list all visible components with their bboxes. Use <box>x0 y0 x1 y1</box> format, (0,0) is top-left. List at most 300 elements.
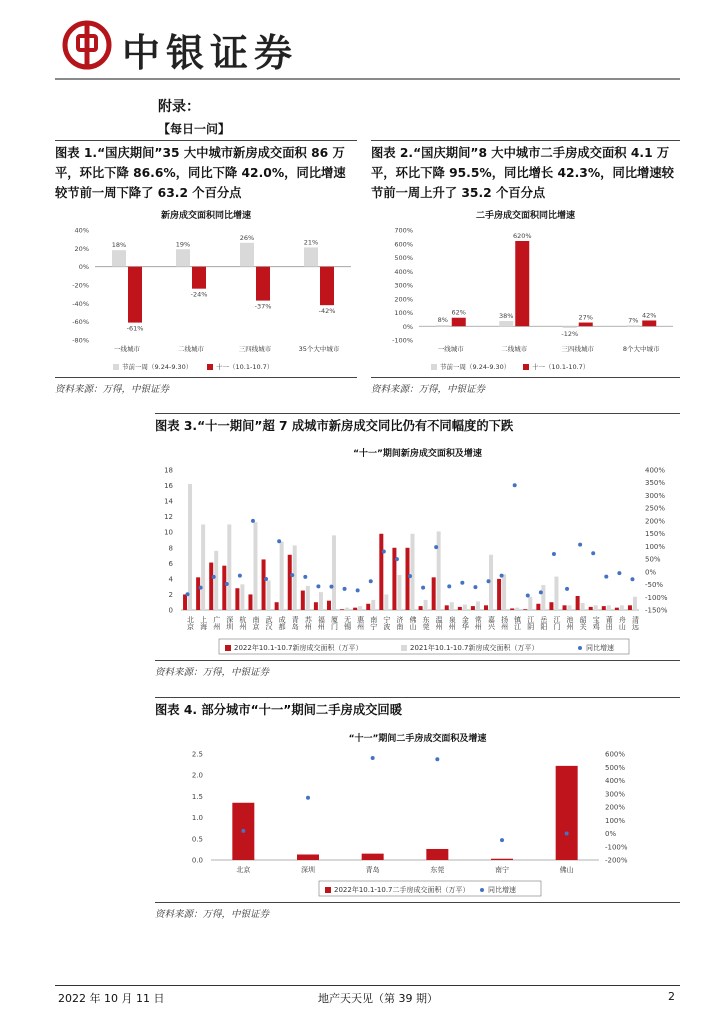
bar <box>183 594 187 610</box>
right-y-tick-label: 0% <box>605 830 617 838</box>
figure-2-chart-title: 二手房成交面积同比增速 <box>475 211 575 221</box>
bar <box>471 606 475 610</box>
left-y-tick-label: 8 <box>168 544 173 553</box>
left-y-tick-label: 18 <box>164 466 173 475</box>
legend-label: 2022年10.1-10.7新房成交面积（万平） <box>234 644 363 652</box>
growth-rate-dot <box>630 577 634 581</box>
growth-rate-dot <box>199 586 203 590</box>
figure-4-title: 图表 4. 部分城市“十一”期间二手房成交回暖 <box>155 703 403 717</box>
bank-logo-icon <box>62 20 112 70</box>
bar <box>371 600 375 610</box>
growth-rate-dot <box>500 838 504 842</box>
bar <box>112 250 126 266</box>
bar <box>642 320 656 326</box>
bar <box>607 605 611 610</box>
y-tick-label: -80% <box>72 336 89 345</box>
bar <box>581 603 585 610</box>
right-y-tick-label: 400% <box>605 777 626 785</box>
right-y-tick-label: 100% <box>645 542 666 551</box>
right-y-tick-label: 600% <box>605 750 626 759</box>
right-y-tick-label: 200% <box>605 803 626 812</box>
bar <box>419 606 423 610</box>
right-y-tick-label: 300% <box>645 491 666 500</box>
bar <box>502 574 506 610</box>
bar <box>437 531 441 610</box>
bar <box>345 608 349 610</box>
data-label: 8% <box>437 316 448 325</box>
bar <box>314 602 318 610</box>
bar <box>432 577 436 610</box>
daily-question-label: 【每日一问】 <box>158 122 231 136</box>
bar <box>327 601 331 610</box>
growth-rate-dot <box>382 549 386 553</box>
bar <box>541 585 545 610</box>
legend-swatch <box>578 646 582 650</box>
data-label: -12% <box>561 329 579 338</box>
bar <box>576 596 580 610</box>
bar <box>563 605 567 610</box>
bar <box>288 555 292 610</box>
category-label: 二线城市 <box>501 345 528 353</box>
growth-rate-dot <box>617 571 621 575</box>
category-label: 福州 <box>317 616 326 630</box>
category-label: 8个大中城市 <box>622 345 660 353</box>
growth-rate-dot <box>552 552 556 556</box>
figure-divider <box>371 377 680 378</box>
data-label: 21% <box>303 238 319 247</box>
y-tick-label: 40% <box>74 226 89 235</box>
bar <box>497 579 501 610</box>
bar <box>353 608 357 610</box>
right-y-tick-label: 350% <box>645 479 666 488</box>
growth-rate-dot <box>356 588 360 592</box>
left-y-tick-label: 14 <box>164 497 173 506</box>
category-label: 宝鸡 <box>592 616 601 630</box>
category-label: 佛山 <box>409 616 417 630</box>
legend-swatch <box>207 364 213 370</box>
bar <box>240 584 244 610</box>
figure-divider <box>371 140 680 141</box>
left-y-tick-label: 2.0 <box>191 771 203 780</box>
page-number: 2 <box>668 990 675 1003</box>
y-tick-label: 200% <box>394 295 413 304</box>
category-label: 镇江 <box>513 616 522 630</box>
growth-rate-dot <box>306 796 310 800</box>
category-label: 青岛 <box>365 866 380 874</box>
growth-rate-dot <box>241 829 245 833</box>
category-label: 武汉 <box>265 616 274 630</box>
figure-2-title: 图表 2.“国庆期间”8 大中城市二手房成交面积 4.1 万平，环比下降 95.5%，同比增长 42.3%，同比增速较节前一周上升了 35.2 个百分点 <box>371 146 674 200</box>
y-tick-label: -20% <box>72 281 89 290</box>
y-tick-label: -60% <box>72 318 89 327</box>
category-label: 厦门 <box>330 616 339 630</box>
growth-rate-dot <box>343 587 347 591</box>
legend-label: 十一（10.1-10.7） <box>216 363 274 371</box>
category-label: 一线城市 <box>114 345 140 353</box>
left-y-tick-label: 2 <box>168 590 173 599</box>
category-label: 泉州 <box>448 616 457 630</box>
left-y-tick-label: 10 <box>164 528 173 537</box>
figure-divider <box>55 377 357 378</box>
category-label: 济南 <box>395 616 404 630</box>
legend-label: 节前一周（9.24-9.30） <box>122 363 193 371</box>
data-label: 620% <box>512 232 532 240</box>
category-label: 北京 <box>186 616 195 630</box>
growth-rate-dot <box>421 586 425 590</box>
y-tick-label: -40% <box>72 299 89 308</box>
right-y-tick-label: -100% <box>605 843 628 852</box>
category-label: 江门 <box>552 616 561 630</box>
bar <box>192 267 206 289</box>
right-y-tick-label: 400% <box>645 466 666 475</box>
category-label: 岳阳 <box>539 616 548 630</box>
bar <box>484 605 488 610</box>
bar <box>176 249 190 266</box>
category-label: 韶关 <box>579 616 588 630</box>
bar <box>235 588 239 610</box>
legend-swatch <box>113 364 119 370</box>
right-y-tick-label: -150% <box>645 606 668 615</box>
category-label: 深圳 <box>225 616 234 630</box>
footer-divider <box>55 985 680 986</box>
bar <box>392 548 396 610</box>
bar <box>549 602 553 610</box>
left-y-tick-label: 0.0 <box>191 856 203 865</box>
figure-4-source: 资料来源：万得，中银证券 <box>155 909 270 920</box>
y-tick-label: 100% <box>394 309 413 317</box>
bar <box>615 608 619 610</box>
bar <box>510 608 514 610</box>
category-label: 池州 <box>566 616 575 630</box>
figure-3-chart <box>155 460 680 660</box>
growth-rate-dot <box>565 832 569 836</box>
bar <box>411 534 415 610</box>
category-label: 宁波 <box>382 616 391 630</box>
category-label: 35个大中城市 <box>298 345 340 353</box>
category-label: 一线城市 <box>437 345 464 353</box>
bar <box>602 606 606 610</box>
growth-rate-dot <box>604 575 608 579</box>
bar <box>594 605 598 610</box>
y-tick-label: -100% <box>392 336 413 345</box>
category-label: 苏州 <box>304 616 313 630</box>
data-label: 62% <box>451 308 466 317</box>
bar <box>222 566 226 610</box>
category-label: 无锡 <box>343 616 352 630</box>
bar <box>424 600 428 610</box>
y-tick-label: 0% <box>402 322 413 331</box>
bar <box>366 604 370 610</box>
category-label: 莆田 <box>605 616 614 630</box>
company-name: 中银证券 <box>122 30 299 75</box>
figure-4-chart <box>155 744 680 900</box>
bar <box>214 551 218 610</box>
bar <box>201 524 205 610</box>
bar <box>556 766 578 860</box>
y-tick-label: 300% <box>394 281 413 290</box>
data-label: 18% <box>111 241 127 250</box>
category-label: 北京 <box>236 866 251 874</box>
bar <box>536 604 540 610</box>
left-y-tick-label: 0.5 <box>191 835 203 844</box>
growth-rate-dot <box>435 757 439 761</box>
right-y-tick-label: 50% <box>645 555 661 564</box>
bar <box>397 575 401 610</box>
category-label: 深圳 <box>301 866 315 874</box>
category-label: 南京 <box>251 616 260 630</box>
growth-rate-dot <box>329 585 333 589</box>
legend-label: 十一（10.1-10.7） <box>532 363 590 371</box>
data-label: 38% <box>499 312 514 321</box>
footer-title: 地产天天见（第 39 期） <box>318 992 438 1005</box>
figure-1-source: 资料来源：万得，中银证券 <box>55 384 170 395</box>
growth-rate-dot <box>487 579 491 583</box>
bar <box>306 586 310 610</box>
bar <box>563 326 577 328</box>
left-y-tick-label: 6 <box>168 559 173 568</box>
category-label: 青岛 <box>291 616 300 630</box>
bar <box>568 605 572 610</box>
figure-3-source: 资料来源：万得，中银证券 <box>155 667 270 678</box>
category-label: 扬州 <box>500 616 509 630</box>
data-label: 19% <box>175 240 191 249</box>
legend-label: 节前一周（9.24-9.30） <box>440 363 511 371</box>
y-tick-label: 600% <box>394 240 413 249</box>
growth-rate-dot <box>369 579 373 583</box>
right-y-tick-label: 150% <box>645 530 666 539</box>
figure-4-chart-title: “十一”期间二手房成交面积及增速 <box>348 734 487 744</box>
growth-rate-dot <box>303 575 307 579</box>
bar <box>379 534 383 610</box>
figure-1-chart-title: 新房成交面积同比增速 <box>160 211 251 221</box>
data-label: 42% <box>642 311 657 320</box>
bar <box>358 606 362 610</box>
data-label: 7% <box>628 316 639 325</box>
bar <box>528 597 532 610</box>
category-label: 南宁 <box>369 616 378 630</box>
bar <box>267 580 271 610</box>
figure-divider <box>55 140 357 141</box>
growth-rate-dot <box>238 574 242 578</box>
data-label: -42% <box>318 307 336 316</box>
bar <box>256 267 270 301</box>
bar <box>297 854 319 860</box>
figure-divider <box>155 902 680 903</box>
growth-rate-dot <box>277 539 281 543</box>
legend-swatch <box>225 645 231 651</box>
growth-rate-dot <box>460 581 464 585</box>
category-label: 嘉兴 <box>487 616 496 630</box>
bar <box>188 484 192 610</box>
growth-rate-dot <box>290 573 294 577</box>
bar <box>589 607 593 610</box>
data-label: 26% <box>239 233 255 242</box>
figure-1-title: 图表 1.“国庆期间”35 大中城市新房成交面积 86 万平，环比下降 86.6%，同比下降 42.0%，同比增速较节前一周下降了 63.2 个百分点 <box>55 146 346 200</box>
category-label: 东莞 <box>422 616 431 630</box>
data-label: -24% <box>190 290 208 299</box>
header-divider <box>55 78 680 80</box>
bar <box>554 577 558 610</box>
category-label: 金华 <box>461 616 470 630</box>
growth-rate-dot <box>578 543 582 547</box>
growth-rate-dot <box>225 582 229 586</box>
figure-2-chart <box>371 218 680 373</box>
data-label: -61% <box>126 324 144 333</box>
category-label: 佛山 <box>559 866 574 874</box>
legend-label: 同比增速 <box>586 644 614 652</box>
left-y-tick-label: 12 <box>164 513 173 522</box>
y-tick-label: 500% <box>394 254 413 262</box>
bar <box>332 535 336 610</box>
category-label: 江阴 <box>526 616 535 630</box>
bar <box>240 243 254 267</box>
category-label: 舟山 <box>618 616 627 630</box>
bar <box>196 577 200 610</box>
bar <box>476 601 480 610</box>
data-label: 27% <box>578 313 593 322</box>
growth-rate-dot <box>434 545 438 549</box>
category-label: 三四线城市 <box>238 345 272 353</box>
bar <box>275 602 279 610</box>
growth-rate-dot <box>316 584 320 588</box>
bar <box>248 594 252 610</box>
bar <box>452 318 466 327</box>
bar <box>579 323 593 327</box>
bar <box>304 247 318 266</box>
right-y-tick-label: -200% <box>605 856 628 865</box>
bar <box>253 522 257 610</box>
left-y-tick-label: 1.5 <box>191 792 203 801</box>
left-y-tick-label: 0 <box>168 606 173 615</box>
growth-rate-dot <box>251 519 255 523</box>
figure-divider <box>155 697 680 698</box>
bar <box>319 592 323 610</box>
bar <box>320 267 334 306</box>
category-label: 南宁 <box>495 866 509 874</box>
bar <box>209 563 213 610</box>
right-y-tick-label: -100% <box>645 593 668 602</box>
bar <box>301 591 305 610</box>
y-tick-label: 700% <box>394 226 413 235</box>
bar <box>445 605 449 610</box>
growth-rate-dot <box>526 593 530 597</box>
left-y-tick-label: 4 <box>168 575 173 584</box>
bar <box>384 594 388 610</box>
category-label: 成都 <box>278 616 287 630</box>
legend-label: 2021年10.1-10.7新房成交面积（万平） <box>410 644 539 652</box>
bar <box>340 609 344 610</box>
legend-swatch <box>523 364 529 370</box>
category-label: 杭州 <box>238 616 247 630</box>
growth-rate-dot <box>565 587 569 591</box>
appendix-heading: 附录： <box>158 99 200 115</box>
bar <box>280 542 284 610</box>
bar <box>128 267 142 323</box>
bar <box>620 605 624 610</box>
category-label: 惠州 <box>356 616 365 630</box>
bar <box>450 602 454 610</box>
right-y-tick-label: 500% <box>605 763 626 772</box>
growth-rate-dot <box>212 575 216 579</box>
growth-rate-dot <box>473 585 477 589</box>
y-tick-label: 20% <box>74 244 89 253</box>
bar <box>491 859 513 860</box>
right-y-tick-label: -50% <box>645 581 664 590</box>
bar <box>626 325 640 326</box>
bar <box>227 524 231 610</box>
bar <box>633 597 637 610</box>
growth-rate-dot <box>395 557 399 561</box>
legend-swatch <box>401 645 407 651</box>
category-label: 三四线城市 <box>561 345 594 353</box>
category-label: 东莞 <box>430 866 445 874</box>
bar <box>458 607 462 610</box>
left-y-tick-label: 1.0 <box>191 814 203 823</box>
bar <box>515 608 519 610</box>
right-y-tick-label: 200% <box>645 517 666 526</box>
right-y-tick-label: 0% <box>645 568 657 577</box>
growth-rate-dot <box>186 592 190 596</box>
bar <box>426 849 448 860</box>
bar <box>628 605 632 610</box>
bar <box>463 605 467 610</box>
growth-rate-dot <box>500 574 504 578</box>
category-label: 温州 <box>435 616 444 630</box>
figure-divider <box>155 413 680 414</box>
left-y-tick-label: 2.5 <box>191 750 203 759</box>
category-label: 清远 <box>631 616 640 630</box>
figure-3-chart-title: “十一”期间新房成交面积及增速 <box>353 449 482 459</box>
figure-3-title: 图表 3.“十一期间”超 7 成城市新房成交同比仍有不同幅度的下跌 <box>155 419 514 433</box>
bar <box>523 609 527 610</box>
growth-rate-dot <box>264 577 268 581</box>
legend-swatch <box>325 887 331 893</box>
bar <box>515 241 529 326</box>
growth-rate-dot <box>371 756 375 760</box>
legend-label: 2022年10.1-10.7二手房成交面积（万平） <box>334 886 470 894</box>
right-y-tick-label: 100% <box>605 816 626 825</box>
category-label: 常州 <box>474 616 483 630</box>
growth-rate-dot <box>513 483 517 487</box>
figure-divider <box>155 660 680 661</box>
growth-rate-dot <box>539 590 543 594</box>
bar <box>362 854 384 860</box>
figure-2-source: 资料来源：万得，中银证券 <box>371 384 486 395</box>
growth-rate-dot <box>591 551 595 555</box>
legend-swatch <box>431 364 437 370</box>
category-label: 上海 <box>199 616 208 630</box>
category-label: 二线城市 <box>178 345 204 353</box>
category-label: 广州 <box>212 616 221 630</box>
footer-date: 2022 年 10 月 11 日 <box>58 992 165 1005</box>
bar <box>499 321 513 326</box>
growth-rate-dot <box>447 584 451 588</box>
bar <box>262 559 266 610</box>
right-y-tick-label: 300% <box>605 790 626 799</box>
bar <box>436 325 450 326</box>
y-tick-label: 400% <box>394 267 413 276</box>
right-y-tick-label: 250% <box>645 504 666 513</box>
legend-label: 同比增速 <box>488 886 516 894</box>
legend-swatch <box>480 888 484 892</box>
bar <box>293 545 297 610</box>
y-tick-label: 0% <box>78 263 89 272</box>
growth-rate-dot <box>408 574 412 578</box>
bar <box>406 548 410 610</box>
figure-1-chart <box>55 218 357 373</box>
data-label: -37% <box>254 302 272 311</box>
left-y-tick-label: 16 <box>164 482 173 491</box>
